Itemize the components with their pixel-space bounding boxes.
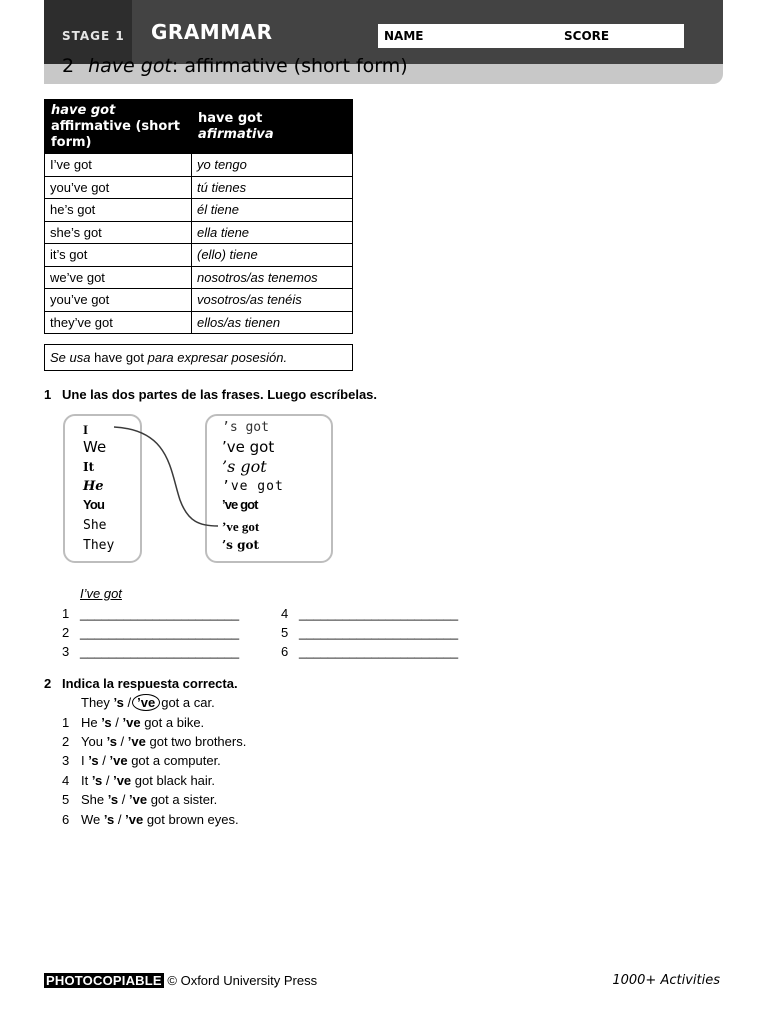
verb-word[interactable]: ’ve got	[222, 519, 260, 534]
subject-word[interactable]: I	[83, 422, 89, 437]
option-s[interactable]: ’s	[88, 753, 99, 768]
option-ve[interactable]: ’ve	[113, 773, 132, 788]
stage-label: STAGE 1	[44, 0, 132, 64]
option-s[interactable]: ’s	[103, 812, 115, 827]
subject-word[interactable]: You	[83, 497, 105, 512]
question-item: 1 He ’s / ’ve got a bike.	[62, 715, 205, 730]
verb-word[interactable]: ’s got	[222, 420, 269, 435]
table-row: you’ve got tú tienes	[45, 176, 353, 199]
table-row: you’ve got vosotros/as tenéis	[45, 289, 353, 312]
subject-word[interactable]: She	[83, 518, 107, 533]
question-item: 3 I ’s / ’ve got a computer.	[62, 753, 221, 768]
option-s[interactable]: ’s	[91, 773, 103, 788]
question-item: 4 It ’s / ’ve got black hair.	[62, 773, 216, 788]
option-s[interactable]: ’s	[106, 734, 117, 749]
option-ve[interactable]: ’ve	[122, 715, 141, 730]
verb-word[interactable]: ’s got	[222, 457, 267, 476]
page-subtitle: 2 have got: affirmative (short form)	[62, 55, 408, 77]
example-sentence: They ’s / ’ve got a car.	[81, 695, 215, 710]
table-head-left: have got affirmative (short form)	[45, 100, 192, 154]
usage-note: Se usa have got para expresar posesión.	[44, 344, 353, 371]
subject-word[interactable]: He	[83, 479, 104, 494]
option-s[interactable]: ’s	[107, 792, 119, 807]
example-answer: I’ve got	[80, 586, 122, 601]
verb-word[interactable]: ’ve got	[222, 438, 275, 456]
footer-right: 1000+ Activities	[612, 973, 720, 988]
exercise-1-instruction: 1 Une las dos partes de las frases. Luego escríbelas.	[44, 387, 378, 402]
option-ve[interactable]: ’ve	[109, 753, 128, 768]
name-label: NAME	[384, 29, 424, 43]
subject-word[interactable]: We	[83, 438, 107, 456]
section-title: GRAMMAR	[151, 20, 273, 44]
table-row: I’ve got yo tengo	[45, 154, 353, 177]
option-ve[interactable]: ’ve	[129, 792, 148, 807]
score-label: SCORE	[564, 29, 610, 43]
table-row: they’ve got ellos/as tienen	[45, 311, 353, 334]
publisher-text: © Oxford University Press	[167, 973, 318, 988]
subject-word[interactable]: It	[83, 460, 95, 474]
table-row: we’ve got nosotros/as tenemos	[45, 266, 353, 289]
verb-word[interactable]: ’ve got	[222, 479, 284, 494]
table-head-right: have got afirmativa	[192, 100, 353, 154]
photocopiable-badge: PHOTOCOPIABLE	[46, 973, 162, 988]
question-item: 5 She ’s / ’ve got a sister.	[62, 792, 218, 807]
table-row: it’s got (ello) tiene	[45, 244, 353, 267]
option-ve[interactable]: ’ve	[125, 812, 144, 827]
question-item: 6 We ’s / ’ve got brown eyes.	[62, 812, 239, 827]
verb-word[interactable]: ’ve got	[222, 497, 258, 512]
subject-word[interactable]: They	[83, 538, 115, 553]
question-item: 2 You ’s / ’ve got two brothers.	[62, 734, 247, 749]
footer-left	[44, 973, 317, 988]
verb-word[interactable]: ’s got	[222, 538, 260, 552]
option-ve[interactable]: ’ve	[127, 734, 146, 749]
table-row: he’s got él tiene	[45, 199, 353, 222]
exercise-2-instruction: 2 Indica la respuesta correcta.	[44, 676, 238, 691]
circled-answer: ’ve	[132, 694, 160, 711]
option-s[interactable]: ’s	[101, 715, 112, 730]
table-row: she’s got ella tiene	[45, 221, 353, 244]
